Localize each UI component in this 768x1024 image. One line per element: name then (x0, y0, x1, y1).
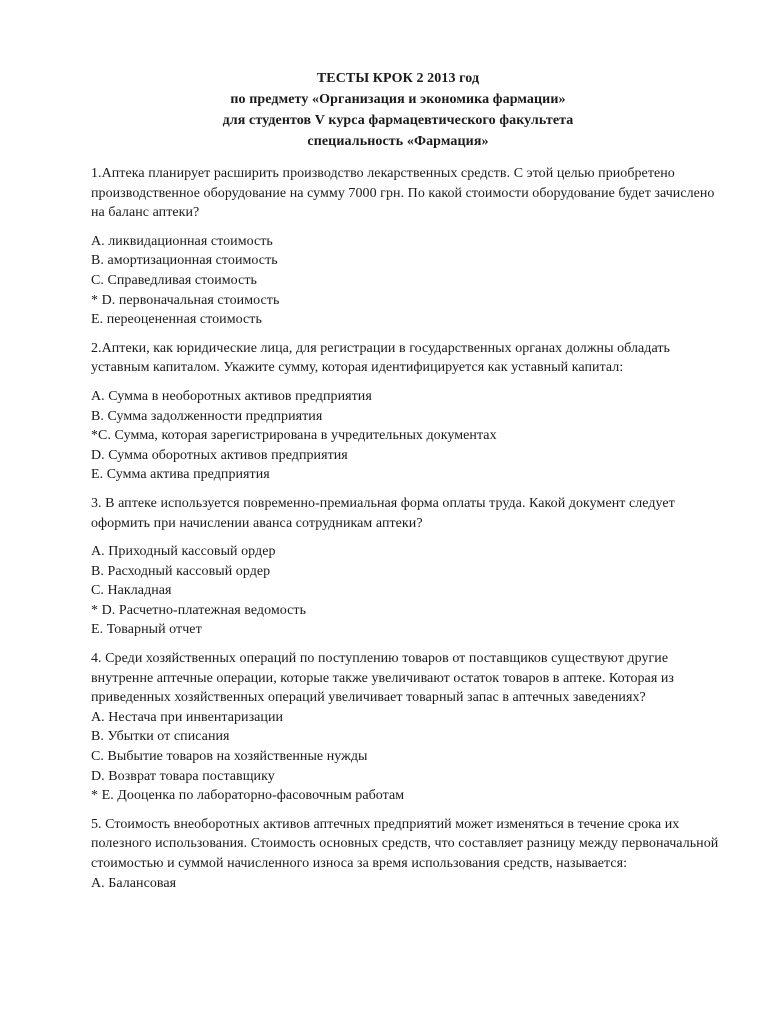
option-a: A. Нестача при инвентаризации (91, 709, 284, 725)
questions-list (91, 164, 721, 902)
option-c: C. Выбытие товаров на хозяйственные нужды (91, 749, 368, 765)
option-b: B. Убытки от списания (91, 729, 230, 745)
header-title: ТЕСТЫ КРОК 2 2013 год (316, 71, 480, 86)
option-b: B. Сумма задолженности предприятия (91, 408, 323, 424)
header-specialty: специальность «Фармация» (307, 134, 489, 149)
question-text: 3. В аптеке используется повременно-премиальная форма оплаты труда. Какой документ следует оформить при начислении аванса сотрудникам аптеки? (91, 495, 675, 531)
option-a: A. Сумма в необоротных активов предприятия (91, 388, 372, 404)
option-c: C. Справедливая стоимость (91, 272, 257, 288)
option-c-correct: *C. Сумма, которая зарегистрирована в учредительных документах (91, 428, 497, 444)
question-2 (91, 339, 721, 485)
option-a: A. ликвидационная стоимость (91, 233, 273, 249)
option-e: E. переоцененная стоимость (91, 312, 262, 328)
option-d: D. Возврат товара поставщику (91, 768, 275, 784)
question-1 (91, 164, 721, 330)
question-4 (91, 649, 721, 806)
header-audience: для студентов V курса фармацевтического факультета (222, 113, 574, 128)
option-a: A. Балансовая (91, 875, 177, 891)
option-d-correct: * D. первоначальная стоимость (91, 292, 280, 308)
option-d: D. Сумма оборотных активов предприятия (91, 447, 348, 463)
question-5 (91, 815, 721, 893)
option-c: C. Накладная (91, 583, 172, 599)
option-e: E. Товарный отчет (91, 622, 202, 638)
question-text: 4. Среди хозяйственных операций по поступлению товаров от поставщиков существуют другие внутренне аптечные операции, которые также увеличивают остаток товаров в аптеке. Которая из приведенных хозяйственных операций увеличивает товарный запас в аптечных заведениях? (91, 651, 674, 706)
question-text: 1.Аптека планирует расширить производство лекарственных средств. С этой целью приобретено производственное оборудование на сумму 7000 грн. По какой стоимости оборудование будет зачислено на баланс аптеки? (91, 166, 715, 221)
question-text: 2.Аптеки, как юридические лица, для регистрации в государственных органах должны обладать уставным капиталом. Укажите сумму, которая идентифицируется как уставный капитал: (91, 340, 670, 376)
question-text: 5. Стоимость внеоборотных активов аптечных предприятий может изменяться в течение срока их полезного использования. Стоимость основных средств, что составляет разницу между первоначальной стоимостью и суммой начисленного износа за время использования средств, называется: (91, 816, 719, 871)
option-a: A. Приходный кассовый ордер (91, 544, 276, 560)
option-e-correct: * E. Дооценка по лабораторно-фасовочным работам (91, 788, 405, 804)
option-b: B. амортизационная стоимость (91, 253, 278, 269)
header-subject: по предмету «Организация и экономика фармации» (230, 92, 566, 107)
question-3 (91, 494, 721, 640)
document-header (0, 68, 768, 152)
option-e: E. Сумма актива предприятия (91, 467, 270, 483)
option-b: B. Расходный кассовый ордер (91, 563, 271, 579)
option-d-correct: * D. Расчетно-платежная ведомость (91, 602, 307, 618)
